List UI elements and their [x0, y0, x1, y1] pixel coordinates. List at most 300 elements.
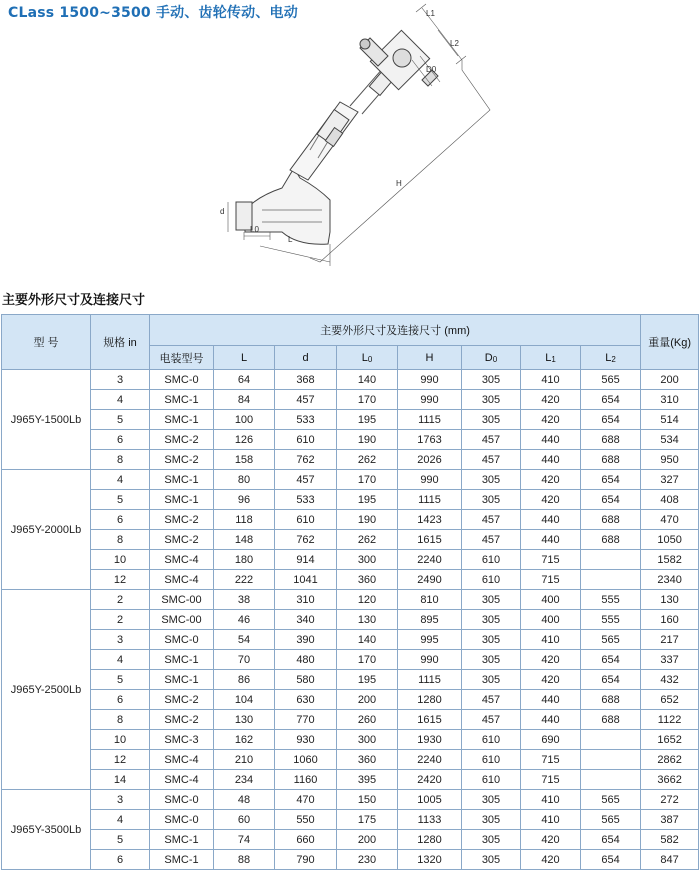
table-cell: SMC-2 [150, 450, 214, 470]
header-dimensions: 主要外形尺寸及连接尺寸 (mm) [150, 315, 641, 346]
table-cell: 580 [275, 670, 337, 690]
table-cell: 340 [275, 610, 337, 630]
table-row [2, 830, 699, 850]
table-cell: 610 [462, 770, 521, 790]
table-cell: 3 [91, 790, 150, 810]
table-cell: 195 [337, 410, 398, 430]
table-cell: 470 [641, 510, 699, 530]
table-cell: 420 [521, 410, 581, 430]
table-cell [581, 750, 641, 770]
header-col-7 [581, 346, 641, 370]
table-row [2, 410, 699, 430]
table-cell: 2340 [641, 570, 699, 590]
table-cell: 457 [462, 450, 521, 470]
model-cell: J965Y-2500Lb [2, 590, 91, 790]
table-cell: SMC-1 [150, 490, 214, 510]
header-col-label: 电装型号 [159, 352, 204, 365]
table-cell: 272 [641, 790, 699, 810]
table-row [2, 430, 699, 450]
table-cell: 1615 [398, 530, 462, 550]
table-cell: 12 [91, 750, 150, 770]
header-col-1 [214, 346, 275, 370]
table-cell: 5 [91, 670, 150, 690]
table-cell: 1115 [398, 410, 462, 430]
table-cell: 457 [462, 710, 521, 730]
table-cell: 305 [462, 810, 521, 830]
table-cell: 457 [462, 510, 521, 530]
header-col-subscript: 1 [551, 354, 556, 364]
table-cell: 140 [337, 630, 398, 650]
table-cell: 688 [581, 710, 641, 730]
table-cell: 457 [275, 390, 337, 410]
table-row [2, 450, 699, 470]
table-row [2, 510, 699, 530]
table-cell: 195 [337, 670, 398, 690]
table-cell: 1280 [398, 830, 462, 850]
table-cell: 1041 [275, 570, 337, 590]
header-weight: 重量(Kg) [641, 315, 699, 370]
table-cell: SMC-2 [150, 430, 214, 450]
table-cell [581, 770, 641, 790]
table-cell: SMC-1 [150, 650, 214, 670]
table-cell: 688 [581, 430, 641, 450]
table-cell: 10 [91, 730, 150, 750]
table-cell: 654 [581, 470, 641, 490]
table-cell: 408 [641, 490, 699, 510]
table-cell: 190 [337, 430, 398, 450]
table-cell: 200 [337, 690, 398, 710]
table-row [2, 810, 699, 830]
table-cell: 652 [641, 690, 699, 710]
table-cell: 715 [521, 750, 581, 770]
table-cell: 104 [214, 690, 275, 710]
table-cell: 2 [91, 590, 150, 610]
table-cell: 305 [462, 670, 521, 690]
table-cell: 420 [521, 850, 581, 870]
table-cell: 420 [521, 490, 581, 510]
table-cell: 1115 [398, 670, 462, 690]
table-cell: 200 [641, 370, 699, 390]
table-cell: 565 [581, 370, 641, 390]
table-cell: 170 [337, 390, 398, 410]
table-cell: 654 [581, 670, 641, 690]
table-cell: 6 [91, 690, 150, 710]
table-cell: 120 [337, 590, 398, 610]
table-cell: 305 [462, 390, 521, 410]
table-row [2, 370, 699, 390]
table-cell: 10 [91, 550, 150, 570]
header-col-label: L [240, 351, 248, 364]
table-cell: 950 [641, 450, 699, 470]
table-cell: 1133 [398, 810, 462, 830]
table-cell: 810 [398, 590, 462, 610]
table-cell: SMC-00 [150, 590, 214, 610]
valve-dimension-drawing [200, 0, 500, 275]
table-cell: 2026 [398, 450, 462, 470]
table-cell: 5 [91, 490, 150, 510]
table-cell: SMC-1 [150, 850, 214, 870]
label-l0: L0 [250, 225, 259, 234]
table-row [2, 550, 699, 570]
table-row [2, 690, 699, 710]
table-row [2, 790, 699, 810]
table-cell: 118 [214, 510, 275, 530]
table-cell: 4 [91, 810, 150, 830]
table-cell: 2 [91, 610, 150, 630]
spec-table [1, 314, 699, 870]
table-cell: 6 [91, 850, 150, 870]
table-cell: 70 [214, 650, 275, 670]
table-cell: 1050 [641, 530, 699, 550]
table-cell: 160 [641, 610, 699, 630]
table-cell: 420 [521, 830, 581, 850]
table-row [2, 610, 699, 630]
table-cell: 230 [337, 850, 398, 870]
section-title: 主要外形尺寸及连接尺寸 [2, 293, 146, 308]
table-cell: 190 [337, 510, 398, 530]
table-cell: 3 [91, 370, 150, 390]
table-cell: 610 [462, 730, 521, 750]
table-cell: 1423 [398, 510, 462, 530]
table-cell: 126 [214, 430, 275, 450]
table-row [2, 670, 699, 690]
table-cell: SMC-1 [150, 670, 214, 690]
table-row [2, 570, 699, 590]
table-cell: 84 [214, 390, 275, 410]
label-l2: L2 [450, 39, 459, 48]
table-cell: 440 [521, 430, 581, 450]
table-cell: 88 [214, 850, 275, 870]
table-cell: 420 [521, 650, 581, 670]
table-cell: 130 [641, 590, 699, 610]
table-cell: 400 [521, 610, 581, 630]
table-cell: 3 [91, 630, 150, 650]
table-cell: 990 [398, 470, 462, 490]
table-cell: SMC-2 [150, 690, 214, 710]
table-cell: 305 [462, 370, 521, 390]
header-col-label: L [545, 351, 552, 364]
valve-bonnet [290, 102, 358, 180]
table-cell: 1160 [275, 770, 337, 790]
header-col-label: d [302, 351, 309, 364]
table-cell [581, 730, 641, 750]
table-cell: SMC-3 [150, 730, 214, 750]
table-cell: 327 [641, 470, 699, 490]
table-cell: 688 [581, 450, 641, 470]
table-cell: 310 [641, 390, 699, 410]
table-cell: SMC-0 [150, 370, 214, 390]
header-col-subscript: 0 [492, 354, 498, 364]
table-cell: 305 [462, 590, 521, 610]
table-cell: 582 [641, 830, 699, 850]
table-cell: SMC-2 [150, 530, 214, 550]
table-cell: 170 [337, 650, 398, 670]
table-cell: 180 [214, 550, 275, 570]
table-cell: 130 [214, 710, 275, 730]
table-cell [581, 550, 641, 570]
table-row [2, 590, 699, 610]
table-cell: 790 [275, 850, 337, 870]
table-cell [581, 570, 641, 590]
page-title: CLass 1500~3500 手动、齿轮传动、电动 [8, 5, 298, 21]
table-cell: 420 [521, 390, 581, 410]
table-cell: 440 [521, 530, 581, 550]
table-cell: 38 [214, 590, 275, 610]
header-col-label: L [361, 351, 368, 364]
table-cell: SMC-4 [150, 570, 214, 590]
table-cell: 565 [581, 790, 641, 810]
table-cell: 2862 [641, 750, 699, 770]
table-cell: 300 [337, 730, 398, 750]
table-cell: 262 [337, 530, 398, 550]
table-cell: 990 [398, 650, 462, 670]
table-cell: SMC-00 [150, 610, 214, 630]
table-cell: 610 [462, 570, 521, 590]
table-cell: 1280 [398, 690, 462, 710]
table-cell: 715 [521, 550, 581, 570]
table-cell: 305 [462, 610, 521, 630]
table-cell: 300 [337, 550, 398, 570]
table-cell: 688 [581, 530, 641, 550]
table-cell: 930 [275, 730, 337, 750]
table-cell: 1115 [398, 490, 462, 510]
table-row [2, 390, 699, 410]
label-l1: L1 [426, 9, 435, 18]
header-col-3 [337, 346, 398, 370]
table-cell: 222 [214, 570, 275, 590]
table-cell: 1005 [398, 790, 462, 810]
table-cell: 610 [462, 550, 521, 570]
table-row [2, 650, 699, 670]
table-cell: 217 [641, 630, 699, 650]
label-l: L [288, 235, 293, 244]
table-cell: 565 [581, 630, 641, 650]
table-cell: 2240 [398, 750, 462, 770]
table-cell: 360 [337, 750, 398, 770]
table-cell: 440 [521, 710, 581, 730]
table-cell: 130 [337, 610, 398, 630]
table-cell: 1122 [641, 710, 699, 730]
table-cell: 990 [398, 390, 462, 410]
table-cell: 162 [214, 730, 275, 750]
table-cell: 305 [462, 850, 521, 870]
table-cell: 305 [462, 830, 521, 850]
table-cell: 64 [214, 370, 275, 390]
header-col-0 [150, 346, 214, 370]
table-cell: 387 [641, 810, 699, 830]
table-cell: SMC-0 [150, 810, 214, 830]
table-cell: 480 [275, 650, 337, 670]
table-cell: 654 [581, 490, 641, 510]
table-cell: 14 [91, 770, 150, 790]
table-cell: 470 [275, 790, 337, 810]
table-cell: 688 [581, 510, 641, 530]
table-cell: 565 [581, 810, 641, 830]
table-cell: 410 [521, 630, 581, 650]
table-cell: SMC-1 [150, 830, 214, 850]
table-cell: 457 [462, 690, 521, 710]
table-cell: 654 [581, 850, 641, 870]
table-cell: SMC-4 [150, 770, 214, 790]
table-cell: 2240 [398, 550, 462, 570]
table-cell: 514 [641, 410, 699, 430]
table-cell: 200 [337, 830, 398, 850]
table-cell: 654 [581, 650, 641, 670]
table-cell: 762 [275, 450, 337, 470]
table-cell: 195 [337, 490, 398, 510]
table-cell: 395 [337, 770, 398, 790]
table-cell: 5 [91, 830, 150, 850]
table-cell: 610 [275, 430, 337, 450]
table-cell: 630 [275, 690, 337, 710]
table-cell: 534 [641, 430, 699, 450]
table-cell: 46 [214, 610, 275, 630]
table-cell: 12 [91, 570, 150, 590]
table-cell: 770 [275, 710, 337, 730]
table-cell: 305 [462, 410, 521, 430]
table-cell: 762 [275, 530, 337, 550]
header-col-subscript: 2 [611, 354, 616, 364]
table-cell: 74 [214, 830, 275, 850]
table-cell: 555 [581, 590, 641, 610]
table-cell: 305 [462, 630, 521, 650]
table-cell: 654 [581, 410, 641, 430]
table-cell: 60 [214, 810, 275, 830]
table-cell: SMC-0 [150, 790, 214, 810]
table-cell: SMC-2 [150, 710, 214, 730]
table-cell: 86 [214, 670, 275, 690]
table-cell: SMC-4 [150, 750, 214, 770]
header-col-label: L [605, 351, 612, 364]
table-cell: 400 [521, 590, 581, 610]
label-d: d [220, 207, 225, 216]
table-cell: 4 [91, 390, 150, 410]
table-cell: 688 [581, 690, 641, 710]
table-cell: 990 [398, 370, 462, 390]
table-cell: 305 [462, 650, 521, 670]
table-cell: 1930 [398, 730, 462, 750]
table-row [2, 730, 699, 750]
table-cell: 8 [91, 450, 150, 470]
table-cell: 420 [521, 470, 581, 490]
table-cell: 1615 [398, 710, 462, 730]
header-col-label: H [425, 351, 434, 364]
table-cell: 390 [275, 630, 337, 650]
table-cell: 150 [337, 790, 398, 810]
header-col-4 [398, 346, 462, 370]
table-cell: 2420 [398, 770, 462, 790]
table-cell: 210 [214, 750, 275, 770]
table-cell: 337 [641, 650, 699, 670]
table-cell: 715 [521, 570, 581, 590]
table-cell: 3662 [641, 770, 699, 790]
table-cell: 690 [521, 730, 581, 750]
table-cell: 54 [214, 630, 275, 650]
table-row [2, 630, 699, 650]
table-cell: 140 [337, 370, 398, 390]
model-cell: J965Y-1500Lb [2, 370, 91, 470]
header-model: 型 号 [2, 315, 91, 370]
table-row [2, 470, 699, 490]
table-cell: 457 [462, 430, 521, 450]
table-cell: 610 [462, 750, 521, 770]
table-cell: 847 [641, 850, 699, 870]
header-col-label: D [484, 351, 493, 364]
table-cell: SMC-2 [150, 510, 214, 530]
model-cell: J965Y-2000Lb [2, 470, 91, 590]
table-cell: 715 [521, 770, 581, 790]
table-cell: 305 [462, 490, 521, 510]
table-cell: 550 [275, 810, 337, 830]
header-size: 规格 in [91, 315, 150, 370]
dim-line-l [260, 244, 330, 266]
table-cell: 410 [521, 810, 581, 830]
table-cell: 533 [275, 410, 337, 430]
label-h: H [396, 179, 402, 188]
table-cell: 654 [581, 390, 641, 410]
table-row [2, 750, 699, 770]
table-cell: 368 [275, 370, 337, 390]
header-col-6 [521, 346, 581, 370]
table-cell: 1763 [398, 430, 462, 450]
table-cell: SMC-1 [150, 470, 214, 490]
table-cell: 8 [91, 710, 150, 730]
table-cell: 1060 [275, 750, 337, 770]
table-cell: 440 [521, 690, 581, 710]
table-cell: 8 [91, 530, 150, 550]
table-cell: 914 [275, 550, 337, 570]
table-cell: 305 [462, 470, 521, 490]
table-cell: 360 [337, 570, 398, 590]
table-cell: 80 [214, 470, 275, 490]
table-cell: 48 [214, 790, 275, 810]
table-cell: 1320 [398, 850, 462, 870]
header-col-5 [462, 346, 521, 370]
table-cell: 175 [337, 810, 398, 830]
table-row [2, 710, 699, 730]
header-col-2 [275, 346, 337, 370]
table-cell: 262 [337, 450, 398, 470]
table-cell: 420 [521, 670, 581, 690]
table-cell: 457 [275, 470, 337, 490]
table-row [2, 490, 699, 510]
table-cell: 610 [275, 510, 337, 530]
table-cell: 5 [91, 410, 150, 430]
table-cell: 260 [337, 710, 398, 730]
table-cell: 6 [91, 510, 150, 530]
table-cell: 1582 [641, 550, 699, 570]
table-cell: SMC-1 [150, 390, 214, 410]
model-cell: J965Y-3500Lb [2, 790, 91, 870]
table-cell: 310 [275, 590, 337, 610]
table-cell: 100 [214, 410, 275, 430]
table-cell: 158 [214, 450, 275, 470]
table-cell: 410 [521, 370, 581, 390]
table-cell: 410 [521, 790, 581, 810]
table-cell: 440 [521, 510, 581, 530]
table-cell: SMC-4 [150, 550, 214, 570]
table-cell: 1652 [641, 730, 699, 750]
table-cell: 170 [337, 470, 398, 490]
table-cell: 234 [214, 770, 275, 790]
table-cell: 4 [91, 470, 150, 490]
table-cell: 660 [275, 830, 337, 850]
table-cell: SMC-1 [150, 410, 214, 430]
table-row [2, 850, 699, 870]
table-cell: 305 [462, 790, 521, 810]
table-cell: 96 [214, 490, 275, 510]
table-cell: 4 [91, 650, 150, 670]
